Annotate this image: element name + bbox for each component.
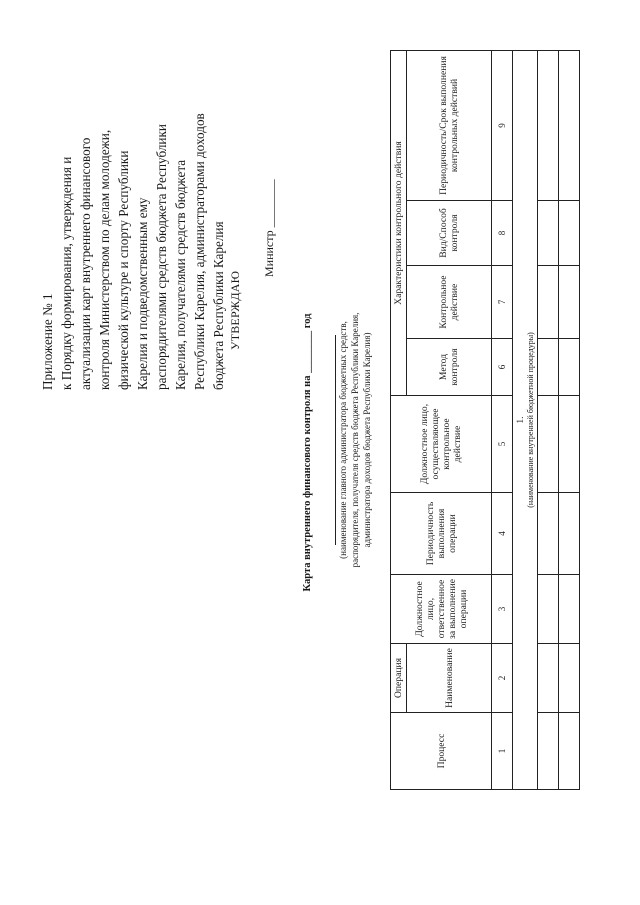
- col-control-action-header: Контрольное действие: [407, 266, 492, 339]
- column-number: 9: [492, 51, 513, 201]
- table-cell: [559, 266, 580, 339]
- organization-caption-text: (наименование главного администратора бюджетных средств, распорядителя, получателя средств бюджета Республики Карелия, администратора доходов бюджета Республики Карелия): [338, 312, 372, 568]
- procedure-section-number: 1.: [515, 416, 526, 424]
- header-line: Карелия и подведомственным ему: [135, 197, 150, 390]
- table-row: [559, 51, 580, 790]
- procedure-section-caption: (наименование внутренней бюджетной процедуры): [526, 332, 535, 508]
- column-number: 7: [492, 266, 513, 339]
- header-line: контроля Министерством по делам молодежи,: [97, 129, 112, 390]
- table-cell: [559, 644, 580, 713]
- table-cell: [538, 713, 559, 790]
- col-control-type-header: Вид/Способ контроля: [407, 201, 492, 266]
- table-cell: [559, 339, 580, 396]
- column-number: 4: [492, 493, 513, 575]
- approval-stamp-text: УТВЕРЖДАЮ: [228, 270, 242, 350]
- col-responsible-header: Должностное лицо, ответственное за выполнение операции: [391, 575, 492, 644]
- procedure-section-cell: [513, 51, 538, 790]
- col-operation-header: Операция: [391, 644, 407, 713]
- col-control-characteristics-header: Характеристики контрольного действия: [391, 51, 407, 396]
- table-cell: [538, 51, 559, 201]
- organization-name-line: [335, 335, 336, 545]
- header-line: к Порядку формирования, утверждения и: [59, 156, 74, 390]
- table-cell: [559, 493, 580, 575]
- col-operation-name-header: Наименование: [407, 644, 492, 713]
- col-controller-header: Должностное лицо, осуществляющее контрольное действие: [391, 396, 492, 493]
- column-numbers-row: [492, 51, 513, 790]
- document-title: Карта внутреннего финансового контроля на ________ год: [302, 313, 313, 592]
- column-number: 2: [492, 644, 513, 713]
- minister-signature-line: Министр ________: [262, 179, 276, 277]
- table-cell: [559, 396, 580, 493]
- table-cell: [538, 575, 559, 644]
- table-cell: [538, 644, 559, 713]
- table-cell: [538, 201, 559, 266]
- table-cell: [559, 575, 580, 644]
- column-number: 6: [492, 339, 513, 396]
- header-line: актуализации карт внутреннего финансового: [78, 137, 93, 390]
- procedure-section-row: [513, 51, 538, 790]
- organization-caption: [335, 305, 373, 575]
- control-map-table-wrapper: [390, 50, 580, 790]
- control-map-table: [390, 50, 580, 790]
- table-cell: [559, 201, 580, 266]
- col-control-frequency-header: Периодичность/Срок выполнения контрольных действий: [407, 51, 492, 201]
- table-cell: [538, 266, 559, 339]
- table-cell: [538, 493, 559, 575]
- header-line: Приложение № 1: [40, 293, 55, 390]
- column-number: 1: [492, 713, 513, 790]
- appendix-header: [38, 40, 228, 390]
- header-line: распорядителями средств бюджета Республики: [154, 124, 169, 390]
- column-number: 5: [492, 396, 513, 493]
- column-number: 8: [492, 201, 513, 266]
- col-process-header: Процесс: [391, 713, 492, 790]
- header-line: физической культуре и спорту Республики: [116, 150, 131, 390]
- header-line: Карелия, получателями средств бюджета: [173, 159, 188, 390]
- table-row: [538, 51, 559, 790]
- table-cell: [538, 339, 559, 396]
- table-cell: [559, 713, 580, 790]
- col-control-method-header: Метод контроля: [407, 339, 492, 396]
- table-cell: [559, 51, 580, 201]
- header-line: Республики Карелия, администраторами доходов: [192, 113, 207, 390]
- header-line: бюджета Республики Карелия: [211, 221, 226, 390]
- column-number: 3: [492, 575, 513, 644]
- table-cell: [538, 396, 559, 493]
- col-operation-frequency-header: Периодичность выполнения операции: [391, 493, 492, 575]
